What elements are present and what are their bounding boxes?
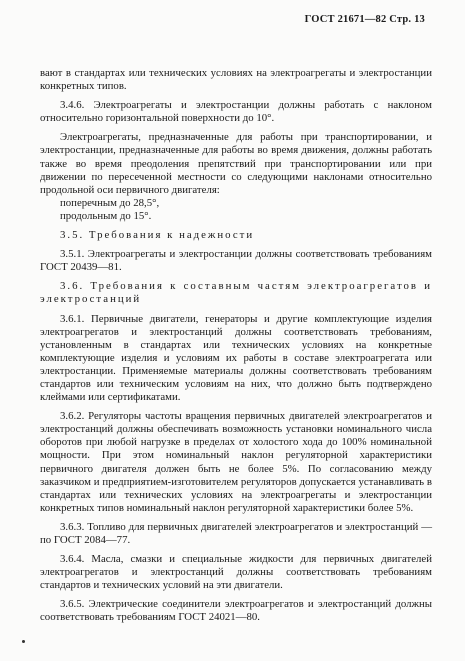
paragraph-3-5-1: 3.5.1. Электроагрегаты и электростанции должны соответствовать требованиям ГОСТ 20439—81. (40, 248, 432, 274)
paragraph-3-6-5: 3.6.5. Электрические соединители электроагрегатов и электростанций должны соответствовать требованиям ГОСТ 24021—80. (40, 598, 432, 624)
paragraph-3-4-6: 3.4.6. Электроагрегаты и электростанции должны работать с наклоном относительно горизонтальной поверхности до 10°. (40, 99, 432, 125)
page-header (305, 14, 425, 25)
page-number: Стр. 13 (389, 14, 425, 25)
standard-number: ГОСТ 21671—82 (304, 14, 387, 25)
paragraph-continuation: вают в стандартах или технических условиях на электроагрегаты и электростанции конкретных типов. (40, 67, 432, 93)
section-heading-3-6: 3.6. Требования к составным частям электроагрегатов и электростанций (40, 280, 432, 306)
paragraph-tilt-requirements: Электроагрегаты, предназначенные для работы при транспортировании, и электростанции, предназначенные для работы во время движения, должны работать также во время преодоления препятствий при транспортировании или при движении по пересеченной местности со следующими наклонами относительно продольной оси первичного двигателя: (40, 131, 432, 196)
section-heading-3-5: 3.5. Требования к надежности (60, 229, 255, 242)
document-body (40, 67, 432, 631)
scan-dot-mark (22, 640, 25, 643)
list-item-transverse: поперечным до 28,5°, (60, 196, 160, 209)
list-item-longitudinal: продольным до 15°. (60, 209, 152, 222)
paragraph-3-6-2: 3.6.2. Регуляторы частоты вращения первичных двигателей электроагрегатов и электростанций должны обеспечивать возможность установки номинального числа оборотов при любой нагрузке в пределах от холостого хода до 100% номинальной мощности. При этом номинальный наклон регуляторной характеристики первичного двигателя должен быть не более 5%. По согласованию между заказчиком и предприятием-изготовителем регуляторов допускается устанавливать в стандартах или технических условиях на электроагрегаты и электростанции конкретных типов номинальный наклон регуляторной характеристики более 5%. (40, 410, 432, 514)
paragraph-3-6-1: 3.6.1. Первичные двигатели, генераторы и другие комплектующие изделия электроагрегатов и электростанций должны соответствовать требованиям, установленным в стандартах или технических условиях на конкретные комплектующие изделия и условиям их работы в составе электроагрегата или электростанции. Применяемые материалы должны соответствовать требованиям стандартов или техническим условиям на них, что должно быть подтверждено клеймами или сертификатами. (40, 312, 432, 404)
paragraph-3-6-3: 3.6.3. Топливо для первичных двигателей электроагрегатов и электростанций — по ГОСТ 2084—77. (40, 520, 432, 546)
paragraph-3-6-4: 3.6.4. Масла, смазки и специальные жидкости для первичных двигателей электроагрегатов и электростанций должны соответствовать требованиям стандартов и технических условий на эти двигатели. (40, 553, 432, 592)
